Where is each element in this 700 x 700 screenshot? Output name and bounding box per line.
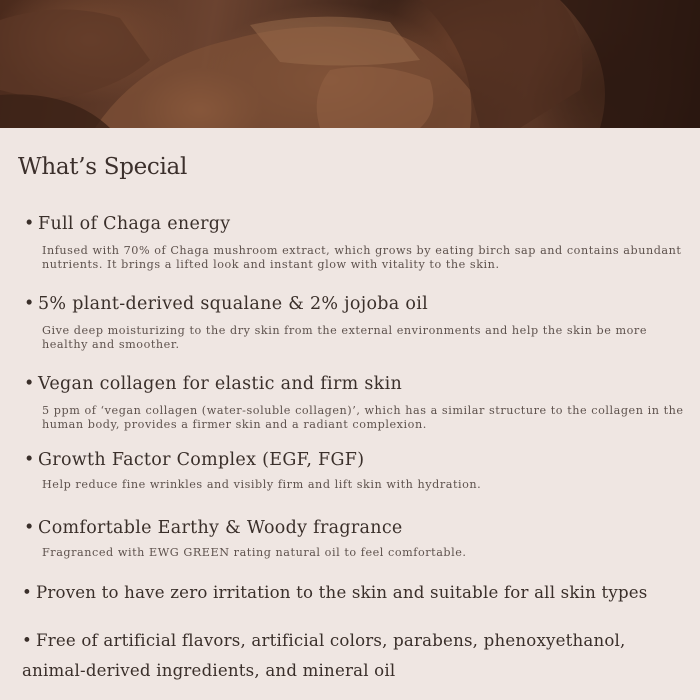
feature-item: [22, 626, 672, 686]
feature-heading: • Free of artificial flavors, artificial colors, parabens, phenoxyethanol, animal-derived ingredients, and mineral oil: [22, 626, 672, 686]
feature-heading: • Vegan collagen for elastic and firm skin: [24, 374, 403, 394]
feature-description: 5 ppm of ‘vegan collagen (water-soluble collagen)’, which has a similar structure to the collagen in the human body, provides a firmer skin and a radiant complexion.: [42, 404, 684, 431]
feature-heading: • Comfortable Earthy & Woody fragrance: [24, 518, 403, 538]
feature-heading: • Growth Factor Complex (EGF, FGF): [24, 450, 365, 470]
bullet-icon: •: [24, 450, 35, 470]
bullet-icon: •: [24, 214, 35, 234]
feature-heading: • Full of Chaga energy: [24, 214, 231, 234]
bullet-icon: •: [24, 374, 35, 394]
section-title: What’s Special: [18, 154, 188, 180]
bullet-icon: •: [22, 631, 32, 650]
feature-description: Give deep moisturizing to the dry skin from the external environments and help the skin be more healthy and smoother.: [42, 324, 647, 351]
feature-item: [24, 214, 684, 272]
feature-item: [24, 374, 684, 432]
feature-description: Help reduce fine wrinkles and visibly firm and lift skin with hydration.: [42, 478, 482, 491]
bullet-icon: •: [24, 518, 35, 538]
chaga-mushroom-photo: [0, 0, 700, 128]
feature-heading: • 5% plant-derived squalane & 2% jojoba oil: [24, 294, 429, 314]
feature-description: Infused with 70% of Chaga mushroom extract, which grows by eating birch sap and contains abundant nutrients. It brings a lifted look and instant glow with vitality to the skin.: [42, 244, 682, 271]
feature-item: [24, 294, 684, 352]
feature-description: Fragranced with EWG GREEN rating natural oil to feel comfortable.: [42, 546, 467, 559]
feature-item: [24, 450, 684, 492]
bullet-icon: •: [22, 583, 32, 602]
feature-heading: • Proven to have zero irritation to the skin and suitable for all skin types: [22, 583, 648, 602]
bullet-icon: •: [24, 294, 35, 314]
feature-item: [22, 583, 692, 602]
feature-item: [24, 518, 684, 560]
